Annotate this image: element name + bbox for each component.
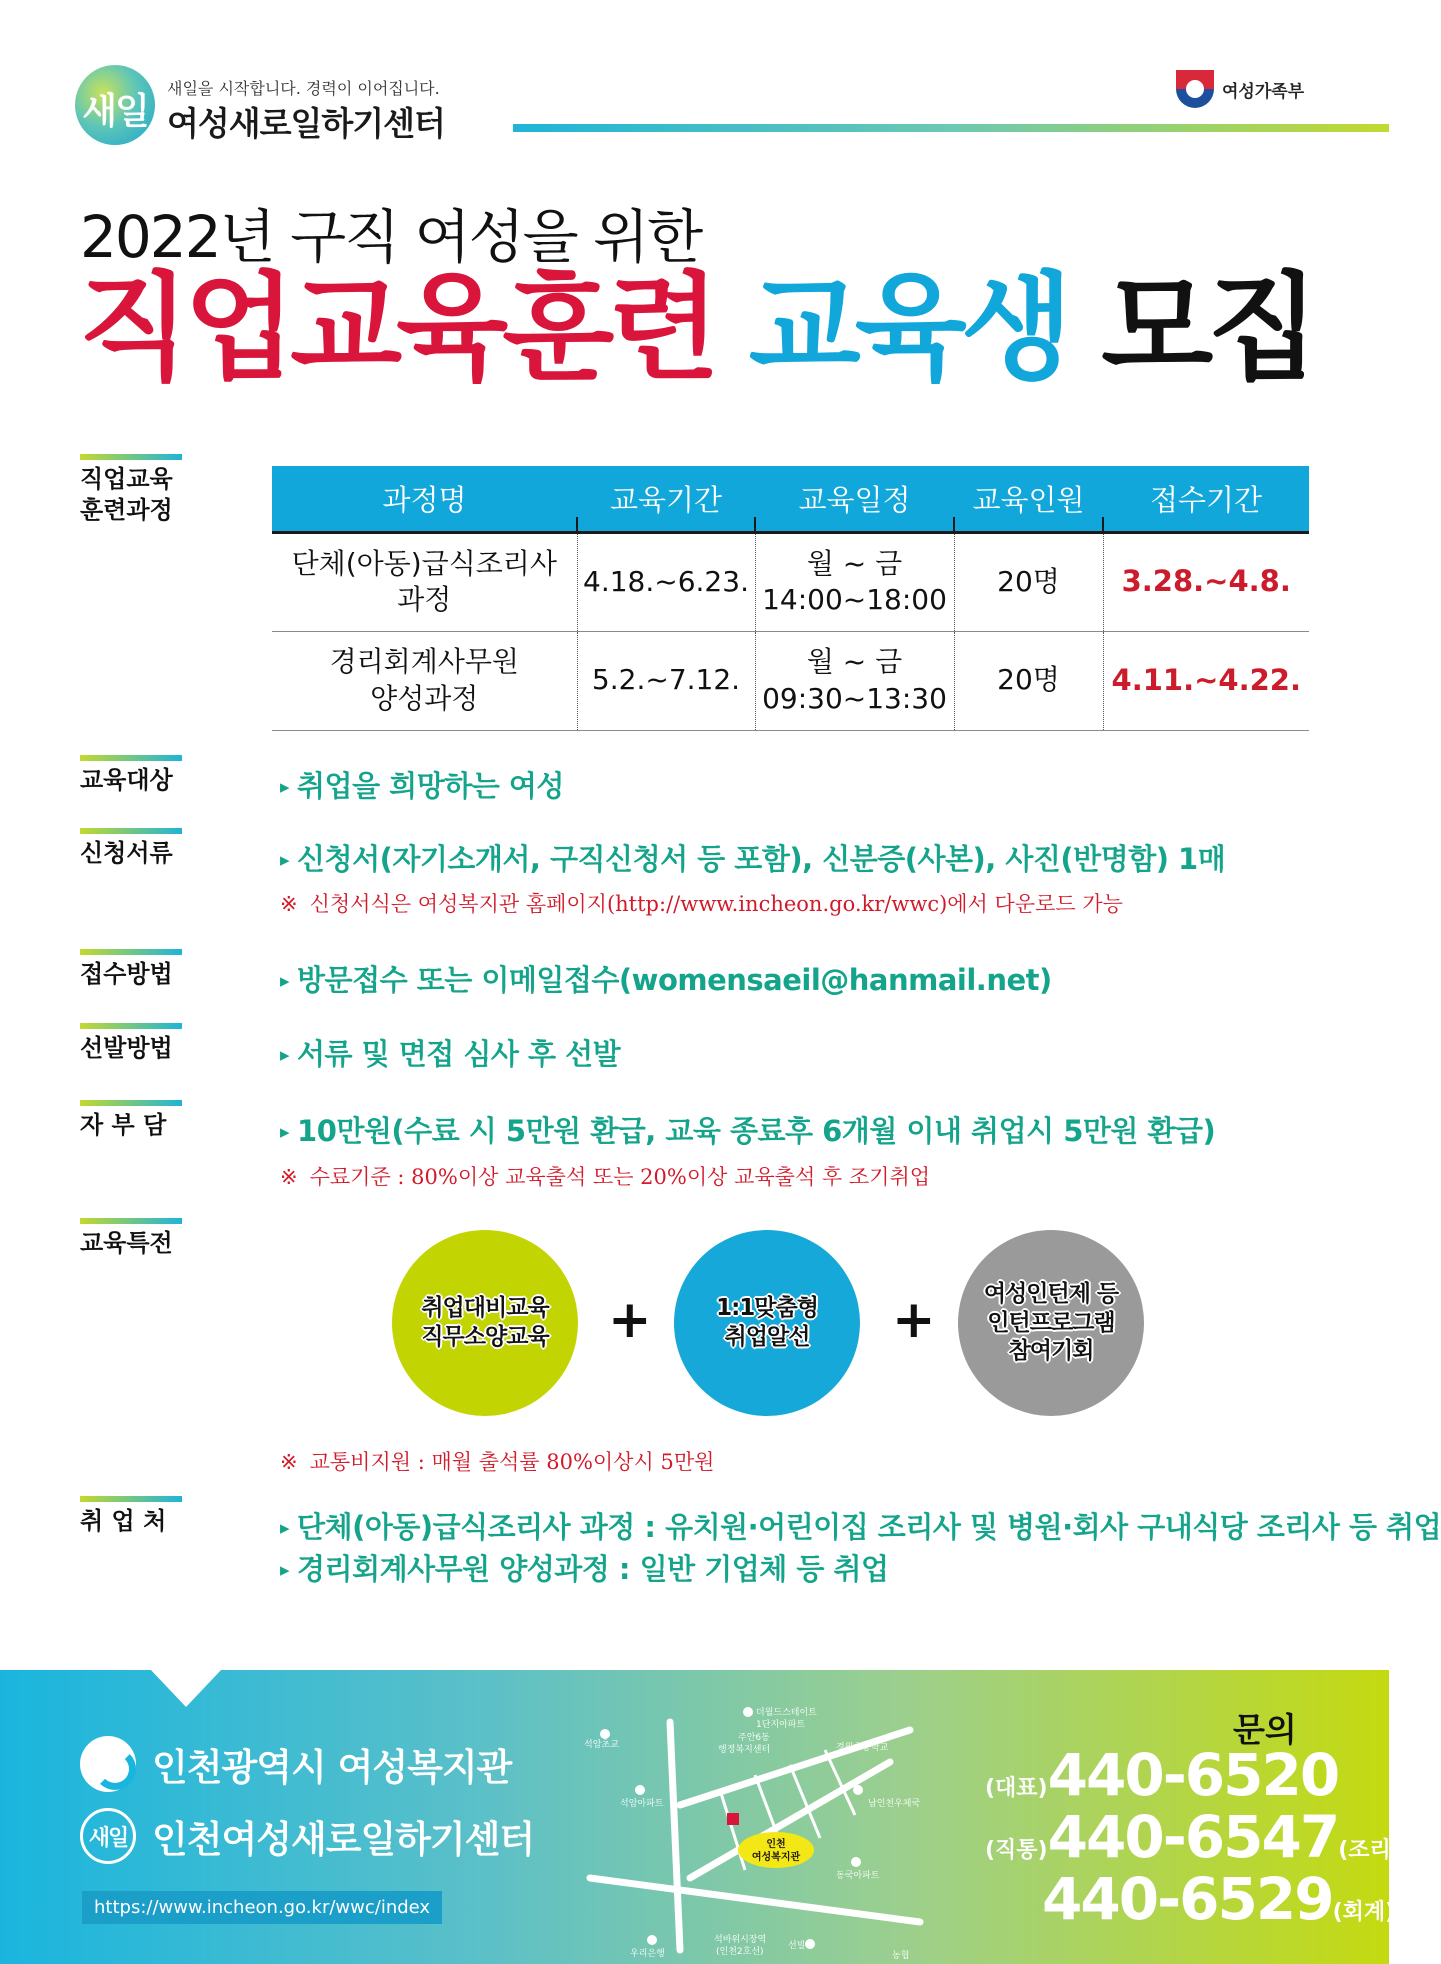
course-name-cell: 단체(아동)급식조리사 과정 [272, 532, 577, 631]
column-header: 접수기간 [1103, 466, 1309, 532]
map-dot [600, 1729, 610, 1739]
course-period-cell: 5.2.~7.12. [577, 631, 755, 730]
saeil-icon-text: 새일 [88, 1825, 128, 1851]
feature-circle-matching [674, 1230, 860, 1416]
title-blue: 교육생 [748, 261, 1067, 396]
course-schedule-cell: 월 ~ 금 14:00~18:00 [755, 532, 954, 631]
saeil-icon [80, 1808, 136, 1864]
header-divider [513, 124, 1389, 132]
map-label: 행정복지센터 [718, 1745, 771, 1755]
documents-text: ▸ 신청서(자기소개서, 구직신청서 등 포함), 신분증(사본), 사진(반명함) 1매 [280, 837, 1225, 878]
title-black: 모집 [1101, 261, 1314, 396]
map-label: 석암초교 [584, 1740, 619, 1750]
map-road [590, 1878, 920, 1922]
center-name: 여성새로일하기센터 [167, 104, 445, 143]
course-schedule-cell: 월 ~ 금 09:30~13:30 [755, 631, 954, 730]
fee-note: ※ 수료기준 : 80%이상 교육출석 또는 20%이상 교육출석 후 조기취업 [280, 1161, 930, 1191]
map-dot [635, 1785, 645, 1795]
phone-number[interactable]: 440-6520 [1047, 1741, 1339, 1809]
phone-accounting [1042, 1865, 1395, 1933]
course-count-cell: 20명 [954, 631, 1103, 730]
map-road [670, 1722, 680, 1950]
map-dot [853, 1785, 863, 1795]
phone-tag: (직통) [985, 1838, 1048, 1863]
map-label: 주안6동 [738, 1733, 770, 1743]
fee-text: ▸ 10만원(수료 시 5만원 환급, 교육 종료후 6개월 이내 취업시 5만원 환급) [280, 1109, 1215, 1150]
page-title [78, 262, 1313, 395]
map-label: 경원초등학교 [836, 1743, 889, 1753]
incheon-swirl-icon [80, 1736, 136, 1792]
saeil-logo [75, 65, 155, 145]
phone-suffix: (회계) [1332, 1900, 1396, 1925]
org-name: 인천광역시 여성복지관 [152, 1746, 512, 1789]
feature-text: 1:1맞춤형 취업알선 [716, 1295, 818, 1350]
map-dot [647, 1935, 657, 1945]
feature-circle-intern [958, 1230, 1144, 1416]
map-marker [727, 1813, 739, 1825]
course-name-cell: 경리회계사무원 양성과정 [272, 631, 577, 730]
phone-suffix: (조리) [1338, 1838, 1401, 1863]
ministry-name: 여성가족부 [1222, 81, 1305, 102]
title-subheading: 2022년 구직 여성을 위한 [80, 203, 702, 271]
table-header-row [272, 466, 1309, 532]
footer-org-saeil [80, 1808, 534, 1864]
phone-tag: (대표) [985, 1776, 1048, 1801]
map-label: 우리은행 [630, 1949, 665, 1959]
phone-number[interactable]: 440-6529 [1042, 1865, 1333, 1933]
title-red: 직업교육훈련 [78, 261, 715, 396]
column-header: 교육인원 [954, 466, 1103, 532]
employment-text: ▸ 경리회계사무원 양성과정 : 일반 기업체 등 취업 [280, 1547, 889, 1588]
column-header: 교육일정 [755, 466, 954, 532]
map-dot [743, 1707, 753, 1717]
target-text: ▸ 취업을 희망하는 여성 [280, 764, 564, 805]
section-label-features: 교육특전 [80, 1218, 184, 1259]
slogan: 새일을 시작합니다. 경력이 이어집니다. [167, 79, 440, 98]
map-label: 농협 [892, 1951, 910, 1961]
map-label: 인천 [766, 1839, 786, 1850]
map-label: (인천2호선) [716, 1947, 764, 1957]
phone-main [985, 1741, 1338, 1809]
plus-sign: + [892, 1290, 936, 1350]
course-count-cell: 20명 [954, 532, 1103, 631]
transport-note: ※ 교통비지원 : 매월 출석률 80%이상시 5만원 [280, 1446, 714, 1476]
column-header: 교육기간 [577, 466, 755, 532]
plus-sign: + [608, 1290, 652, 1350]
saeil-logo-text: 새일 [82, 91, 148, 132]
course-period-cell: 4.18.~6.23. [577, 532, 755, 631]
phone-number[interactable]: 440-6547 [1047, 1803, 1339, 1871]
footer-org-welfare [80, 1736, 511, 1792]
section-label-selection: 선발방법 [80, 1023, 184, 1064]
selection-text: ▸ 서류 및 면접 심사 후 선발 [280, 1032, 620, 1073]
map-label: 여성복지관 [751, 1852, 801, 1863]
map-label: 석암아파트 [620, 1799, 664, 1809]
method-text: ▸ 방문접수 또는 이메일접수(womensaeil@hanmail.net) [280, 958, 1052, 999]
map-label: 1단지아파트 [756, 1720, 806, 1730]
ministry-logo [1176, 70, 1304, 108]
employment-text: ▸ 단체(아동)급식조리사 과정 : 유치원·어린이집 조리사 및 병원·회사 구내식당 조리사 등 취업 [280, 1505, 1441, 1546]
map-label: 동국아파트 [836, 1871, 880, 1881]
apply-period-cell: 4.11.~4.22. [1103, 631, 1309, 730]
column-header: 과정명 [272, 466, 577, 532]
location-map [580, 1690, 930, 1960]
section-label-method: 접수방법 [80, 949, 184, 990]
contact-title: 문의 [1233, 1710, 1297, 1749]
section-label-target: 교육대상 [80, 755, 184, 796]
map-label: 석바위시장역 [714, 1935, 767, 1945]
apply-period-cell: 3.28.~4.8. [1103, 532, 1309, 631]
website-url[interactable]: https://www.incheon.go.kr/wwc/index [82, 1891, 442, 1924]
table-row [272, 532, 1309, 631]
section-label-employment: 취 업 처 [80, 1496, 184, 1537]
phone-cooking [985, 1803, 1401, 1871]
map-label: 남인천우체국 [868, 1799, 921, 1809]
feature-text: 여성인턴제 등 인턴프로그램 참여기회 [983, 1280, 1119, 1365]
footer-notch [150, 1669, 222, 1707]
section-label-fee: 자 부 담 [80, 1100, 184, 1141]
map-label: 더월드스테이트 [756, 1708, 817, 1718]
course-table [272, 466, 1309, 731]
section-label-course: 직업교육 훈련과정 [80, 454, 184, 526]
table-row [272, 631, 1309, 730]
feature-circle-education [392, 1230, 578, 1416]
org-name: 인천여성새로일하기센터 [152, 1818, 535, 1861]
section-label-documents: 신청서류 [80, 828, 184, 869]
map-label: 선빌딩 [788, 1941, 815, 1951]
feature-text: 취업대비교육 직무소양교육 [421, 1295, 549, 1350]
map-dot [851, 1857, 861, 1867]
documents-note: ※ 신청서식은 여성복지관 홈페이지(http://www.incheon.go.kr/wwc)에서 다운로드 가능 [280, 888, 1123, 918]
taegeuk-icon [1176, 70, 1214, 108]
